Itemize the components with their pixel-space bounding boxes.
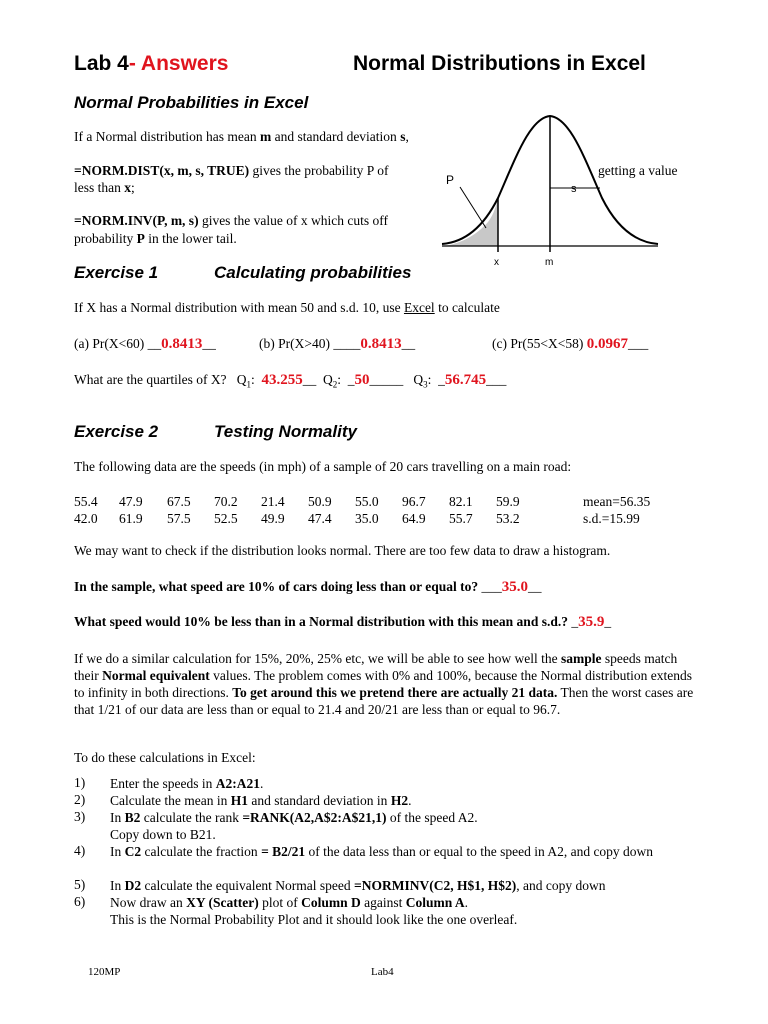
data-cell: 50.9: [308, 493, 332, 509]
document-title: Normal Distributions in Excel: [353, 52, 646, 75]
answer-q2: 50: [354, 372, 370, 388]
step-6: Now draw an XY (Scatter) plot of Column D against Column A. This is the Normal Probability Plot and it should look like the one overleaf.: [110, 895, 518, 927]
footer-lab-name: Lab4: [371, 966, 394, 978]
m-label: m: [545, 257, 554, 268]
question-c: (c) Pr(55<X<58) 0.0967___: [492, 336, 649, 352]
normal-curve-diagram: [438, 112, 662, 272]
data-cell: 21.4: [261, 493, 285, 509]
step-3: In B2 calculate the rank =RANK(A2,A$2:A$21,1) of the speed A2. Copy down to B21.: [110, 810, 478, 842]
data-cell: 47.9: [119, 493, 143, 509]
quartiles-question: What are the quartiles of X? $Q_1$: 43.255__ $Q_2$: _50_____ $Q_3$: _56.745___: [74, 372, 507, 390]
data-cell: 61.9: [119, 510, 143, 526]
question-a: (a) Pr(X<60) __0.8413__: [74, 336, 216, 352]
data-cell: 47.4: [308, 510, 332, 526]
step-1: Enter the speeds in A2:A21.: [110, 776, 264, 791]
answer-c: 0.0967: [586, 336, 628, 352]
section-normal-probabilities-heading: Normal Probabilities in Excel: [74, 93, 309, 112]
step-number: 2): [74, 792, 86, 807]
answer-sample-10pct: 35.0: [501, 579, 529, 595]
question-b: (b) Pr(X>40) ____0.8413__: [259, 336, 416, 352]
exercise2-label: Exercise 2: [74, 422, 159, 441]
data-cell: 67.5: [167, 493, 191, 509]
steps-intro: To do these calculations in Excel:: [74, 750, 256, 765]
norm-inv-line-2: probability P in the lower tail.: [74, 231, 237, 246]
answers-label: - Answers: [128, 52, 229, 75]
data-row-1: [74, 493, 650, 510]
exercise1-intro: If X has a Normal distribution with mean 50 and s.d. 10, use Excel to calculate: [74, 300, 500, 315]
x-label: x: [494, 257, 499, 268]
normal-10pct-question: What speed would 10% be less than in a Normal distribution with this mean and s.d.? _35.9_: [74, 614, 612, 630]
data-cell: 55.4: [74, 493, 98, 509]
norm-dist-continuation: getting a value: [598, 163, 678, 178]
data-cell: 53.2: [496, 510, 520, 526]
data-cell: 55.0: [355, 493, 379, 509]
step-number: 6): [74, 894, 86, 909]
mean-value: mean=56.35: [583, 493, 651, 509]
step-number: 5): [74, 877, 86, 892]
data-cell: 42.0: [74, 510, 98, 526]
shaded-lower-tail: [442, 198, 498, 246]
excel-link: Excel: [403, 300, 435, 315]
norm-dist-line: =NORM.DIST(x, m, s, TRUE) gives the probability P of: [74, 163, 389, 178]
step-number: 1): [74, 775, 86, 790]
norm-inv-line: =NORM.INV(P, m, s) gives the value of x which cuts off: [74, 213, 389, 228]
answer-q3: 56.745: [444, 372, 487, 388]
data-cell: 49.9: [261, 510, 285, 526]
step-number: 3): [74, 809, 86, 824]
answer-a: 0.8413: [161, 336, 203, 352]
sd-value: s.d.=15.99: [583, 510, 640, 526]
data-row-2: [74, 510, 650, 527]
data-cell: 96.7: [402, 493, 426, 509]
answer-normal-10pct: 35.9: [578, 614, 605, 630]
footer-course-code: 120MP: [88, 966, 121, 978]
norm-dist-formula: =NORM.DIST(x, m, s, TRUE): [74, 163, 250, 178]
exercise2-intro: The following data are the speeds (in mph) of a sample of 20 cars travelling on a main road:: [74, 459, 572, 474]
step-number: 4): [74, 843, 86, 858]
page-title: [74, 52, 228, 76]
p-pointer: [460, 187, 486, 228]
step-5: In D2 calculate the equivalent Normal speed =NORMINV(C2, H$1, H$2), and copy down: [110, 878, 606, 893]
answer-q1: 43.255: [261, 372, 303, 388]
data-cell: 64.9: [402, 510, 426, 526]
p-label: P: [446, 173, 455, 187]
exercise1-label: Exercise 1: [74, 263, 159, 282]
lab-number: Lab 4: [74, 52, 129, 75]
data-cell: 82.1: [449, 493, 473, 509]
exercise2-title: Testing Normality: [214, 422, 357, 441]
data-cell: 52.5: [214, 510, 238, 526]
answer-b: 0.8413: [360, 336, 402, 352]
data-cell: 35.0: [355, 510, 379, 526]
exercise1-title: Calculating probabilities: [214, 263, 412, 282]
explanation-paragraph: If we do a similar calculation for 15%, 20%, 25% etc, we will be able to see how well the sample speeds match their Normal equivalent values. The problem comes with 0% and 100%, because the Normal distribution extends to infinity in both directions. To get around this we pretend there are actually 21 data. Then the worst cases are that 1/21 of our data are less than or equal to 21.4 and 20/21 are less than or equal to 96.7.: [74, 651, 694, 717]
data-cell: 70.2: [214, 493, 238, 509]
data-cell: 55.7: [449, 510, 473, 526]
normality-check-text: We may want to check if the distribution looks normal. There are too few data to draw a histogram.: [74, 543, 611, 558]
data-cell: 59.9: [496, 493, 520, 509]
step-2: Calculate the mean in H1 and standard deviation in H2.: [110, 793, 412, 808]
norm-inv-formula: =NORM.INV(P, m, s): [74, 213, 199, 228]
s-label: s: [571, 183, 577, 195]
sample-10pct-question: In the sample, what speed are 10% of cars doing less than or equal to? ___35.0__: [74, 579, 542, 595]
step-4: In C2 calculate the fraction = B2/21 of the data less than or equal to the speed in A2, and copy down: [110, 844, 654, 859]
speed-data-table: [74, 493, 650, 527]
data-cell: 57.5: [167, 510, 191, 526]
section1-intro: If a Normal distribution has mean m and standard deviation s,: [74, 129, 409, 144]
norm-dist-line-2: less than x;: [74, 180, 135, 195]
